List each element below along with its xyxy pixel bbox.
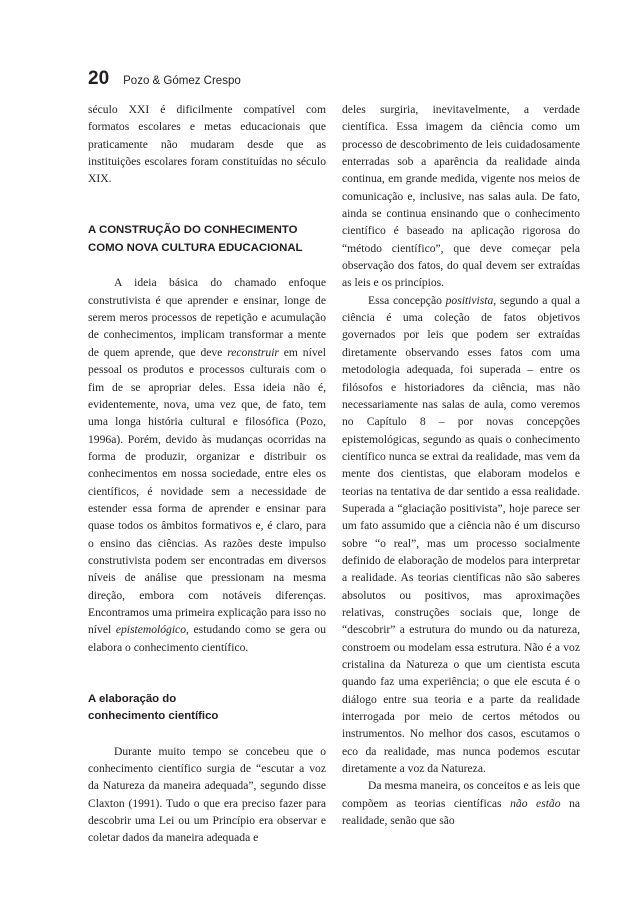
subsection-heading <box>88 691 326 726</box>
running-head: Pozo & Gómez Crespo <box>123 75 241 87</box>
paragraph: Durante muito tempo se concebeu que o conhecimento científico surgia de “escutar a voz da Natureza da maneira adequada”, segundo disse Claxton (1991). Tudo o que era preciso fazer para descobrir uma Lei ou um Princípio era observar e coletar dados da maneira adequada e <box>88 744 326 845</box>
spacer <box>88 656 326 691</box>
text-run: na realidade, senão que são <box>342 796 581 828</box>
paragraph <box>342 777 580 829</box>
paragraph <box>342 292 580 778</box>
section-heading-line: A CONSTRUÇÃO DO CONHECIMENTO <box>88 224 298 237</box>
page-header <box>88 68 241 90</box>
subsection-heading-line: A elaboração do <box>88 692 177 705</box>
text-run: , segundo a qual a ciência é uma coleção de fatos objetivos governados por leis que podem ser extraídas diretamente observando esses fatos com uma metodologia adequada, foi superada – entre os filósofos e historiadores da ciência, mas não necessariamente nas salas de aula, como veremos no Capítulo 8 – por novas concepções epistemológicas, segundo as quais o conhecimento científico nunca se extrai da realidade, mas vem da mente dos cientistas, que elaboram modelos e teorias na tentativa de dar sentido a essa realidade. Superada a “glaciação positivista”, hoje parece ser um fato assumido que a ciência não é um discurso sobre “o real”, mas um processo socialmente definido de elaboração de modelos para interpretar a realidade. As teorias científicas não são saberes absolutos ou positivos, mas aproximações relativas, construções sociais que, longe de “descobrir” a estrutura do mundo ou da natureza, constroem ou modelam essa estrutura. Não é a voz cristalina da Natureza o que um cientista escuta quando faz uma experiência; o que ele escuta é o diálogo entre sua teoria e a parte da realidade interrogada por meio de certos métodos ou instrumentos. No melhor dos casos, escutamos o eco da realidade, mas nunca podemos escutar diretamente a voz da Natureza. <box>342 293 580 776</box>
spacer <box>88 725 326 742</box>
paragraph <box>88 274 326 656</box>
spacer <box>88 257 326 274</box>
italic-term: positivista <box>445 293 494 307</box>
text-run: Essa concepção <box>368 293 446 307</box>
left-column <box>88 101 326 847</box>
text-run: A ideia básica do chamado enfoque construtivista é que aprender e ensinar, longe de serem meros processos de repetição e acumulação de conhecimentos, implicam transformar a mente de quem aprende, que deve <box>88 276 326 359</box>
page-number: 20 <box>88 68 110 89</box>
subsection-heading-line: conhecimento científico <box>88 710 219 723</box>
paragraph-continued: deles surgiria, inevitavelmente, a verdade científica. Essa imagem da ciência como um processo de descobrimento de leis cuidadosamente enterradas sob a aparência da realidade ainda continua, em grande medida, vigente nos meios de comunicação e, inclusive, nas salas aula. De fato, ainda se continua ensinando que o conhecimento científico é baseado na aplicação rigorosa do “método científico”, que deve começar pela observação dos fatos, do qual devem ser extraídas as leis e os princípios. <box>342 103 580 290</box>
section-heading <box>88 222 326 257</box>
section-heading-line: COMO NOVA CULTURA EDUCACIONAL <box>88 241 303 254</box>
text-run: Da mesma maneira, os conceitos e as leis que compõem as teorias científicas <box>342 779 580 810</box>
italic-term: epistemológico <box>115 623 187 637</box>
text-run: em nível pessoal os produtos e processos culturais com o fim de se apropriar deles. Essa ideia não é, evidentemente, nova, uma vez que, de fato, tem uma longa história cultural e filosófica (Pozo, 1996a). Porém, devido às mudanças ocorridas na forma de produzir, organizar e distribuir os conhecimentos em nossa sociedade, entre eles os científicos, é novidade sem a necessidade de estender essa forma de aprender e ensinar para quase todos os âmbitos formativos e, é claro, para o ensino das ciências. As razões deste impulso construtivista podem ser encontradas em diversos níveis de análise que pressionam na mesma direção, embora com notáveis diferenças. Encontramos uma primeira explicação para isso no nível <box>88 345 326 637</box>
right-column <box>342 101 580 829</box>
italic-term: reconstruir <box>227 345 279 359</box>
text-run: , estudando como se gera ou elabora o conhecimento científico. <box>88 623 326 654</box>
paragraph-continued: século XXI é dificilmente compatível com formatos escolares e metas educacionais que praticamente não mudaram desde que as instituições escolares foram constituídas no século XIX. <box>88 103 326 186</box>
italic-term: não estão <box>510 796 561 810</box>
spacer <box>88 188 326 223</box>
